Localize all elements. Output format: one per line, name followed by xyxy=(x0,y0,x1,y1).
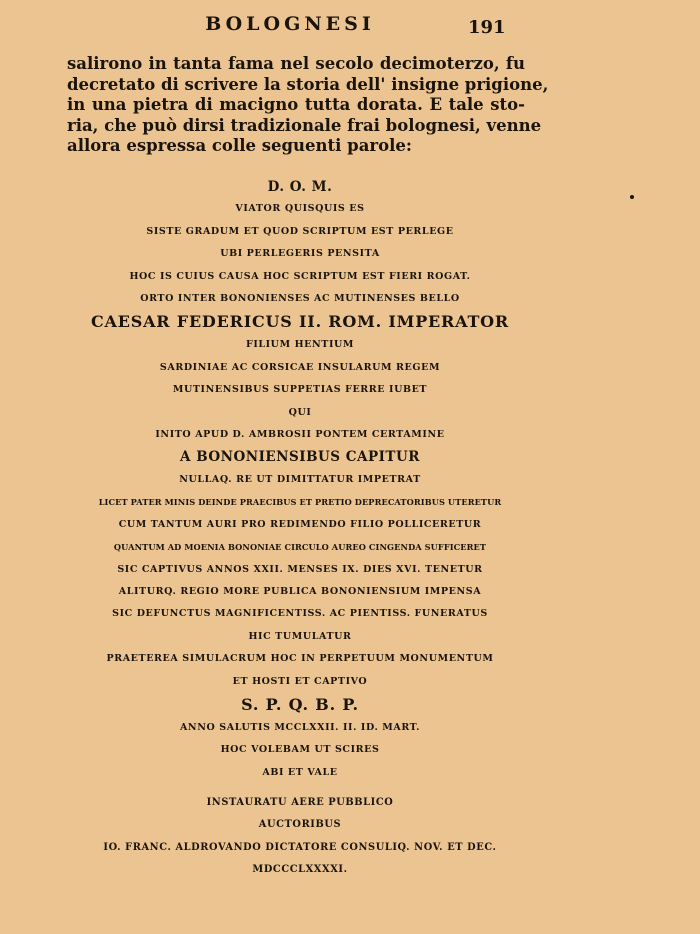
inscription-line: QUI xyxy=(288,406,312,418)
inscription-line: S. P. Q. B. P. xyxy=(241,694,359,714)
inscription-line: SISTE GRADUM ET QUOD SCRIPTUM EST PERLEGE xyxy=(146,225,454,237)
inscription-line: ORTO INTER BONONIENSES AC MUTINENSES BELLO xyxy=(140,293,460,305)
inscription-line: ALITURQ. REGIO MORE PUBLICA BONONIENSIUM IMPENSA xyxy=(118,585,482,597)
inscription-line: UBI PERLEGERIS PENSITA xyxy=(220,248,380,260)
prose-paragraph xyxy=(67,54,549,157)
restoration-line: MDCCCLXXXXI. xyxy=(252,864,348,876)
prose-line: salirono in tanta fama nel secolo decimoterzo, fu xyxy=(67,54,525,73)
inscription-line: CAESAR FEDERICUS II. ROM. IMPERATOR xyxy=(91,312,509,332)
page-number: 191 xyxy=(468,17,506,38)
inscription-line: A BONONIENSIBUS CAPITUR xyxy=(180,449,420,466)
inscription-line: ANNO SALUTIS MCCLXXII. II. ID. MART. xyxy=(179,721,421,733)
ink-speck xyxy=(630,195,634,199)
inscription-line: SIC DEFUNCTUS MAGNIFICENTISS. AC PIENTISS. FUNERATUS xyxy=(112,608,488,620)
running-header-title: BOLOGNESI xyxy=(205,13,375,35)
prose-line: ria, che può dirsi tradizionale frai bolognesi, venne xyxy=(67,115,542,135)
inscription-line: ABI ET VALE xyxy=(262,766,338,778)
inscription-line: MUTINENSIBUS SUPPETIAS FERRE IUBET xyxy=(172,384,428,396)
restoration-line: INSTAURATU AERE PUBBLICO xyxy=(206,797,394,808)
restoration-note xyxy=(75,792,525,882)
epigraph-inscription xyxy=(75,176,525,784)
inscription-line: SIC CAPTIVUS ANNOS XXII. MENSES IX. DIES XVI. TENETUR xyxy=(117,563,483,575)
inscription-line: INITO APUD D. AMBROSII PONTEM CERTAMINE xyxy=(155,429,445,441)
inscription-line: HIC TUMULATUR xyxy=(248,630,352,642)
prose-line: in una pietra di macigno tutta dorata. E tale sto- xyxy=(67,95,525,114)
inscription-line: D. O. M. xyxy=(267,179,333,195)
inscription-line: VIATOR QUISQUIS ES xyxy=(235,203,365,215)
prose-line: decretato di scrivere la storia dell' insigne prigione, xyxy=(67,74,549,94)
inscription-line: CUM TANTUM AURI PRO REDIMENDO FILIO POLLICERETUR xyxy=(118,518,482,530)
prose-line: allora espressa colle seguenti parole: xyxy=(67,136,412,155)
inscription-line: FILIUM HENTIUM xyxy=(245,339,355,351)
inscription-line: LICET PATER MINIS DEINDE PRAECIBUS ET PRETIO DEPRECATORIBUS UTERETUR xyxy=(98,497,502,508)
inscription-line: ET HOSTI ET CAPTIVO xyxy=(232,675,368,687)
inscription-line: HOC IS CUIUS CAUSA HOC SCRIPTUM EST FIERI ROGAT. xyxy=(129,270,471,282)
inscription-line: HOC VOLEBAM UT SCIRES xyxy=(220,744,380,756)
restoration-line: IO. FRANC. ALDROVANDO DICTATORE CONSULIQ. NOV. ET DEC. xyxy=(103,841,497,853)
inscription-line: QUANTUM AD MOENIA BONONIAE CIRCULO AUREO CINGENDA SUFFICERET xyxy=(113,542,487,553)
inscription-line: SARDINIAE AC CORSICAE INSULARUM REGEM xyxy=(159,361,441,373)
restoration-line: AUCTORIBUS xyxy=(258,819,342,831)
inscription-line: PRAETEREA SIMULACRUM HOC IN PERPETUUM MONUMENTUM xyxy=(106,653,494,665)
inscription-line: NULLAQ. RE UT DIMITTATUR IMPETRAT xyxy=(179,473,421,485)
